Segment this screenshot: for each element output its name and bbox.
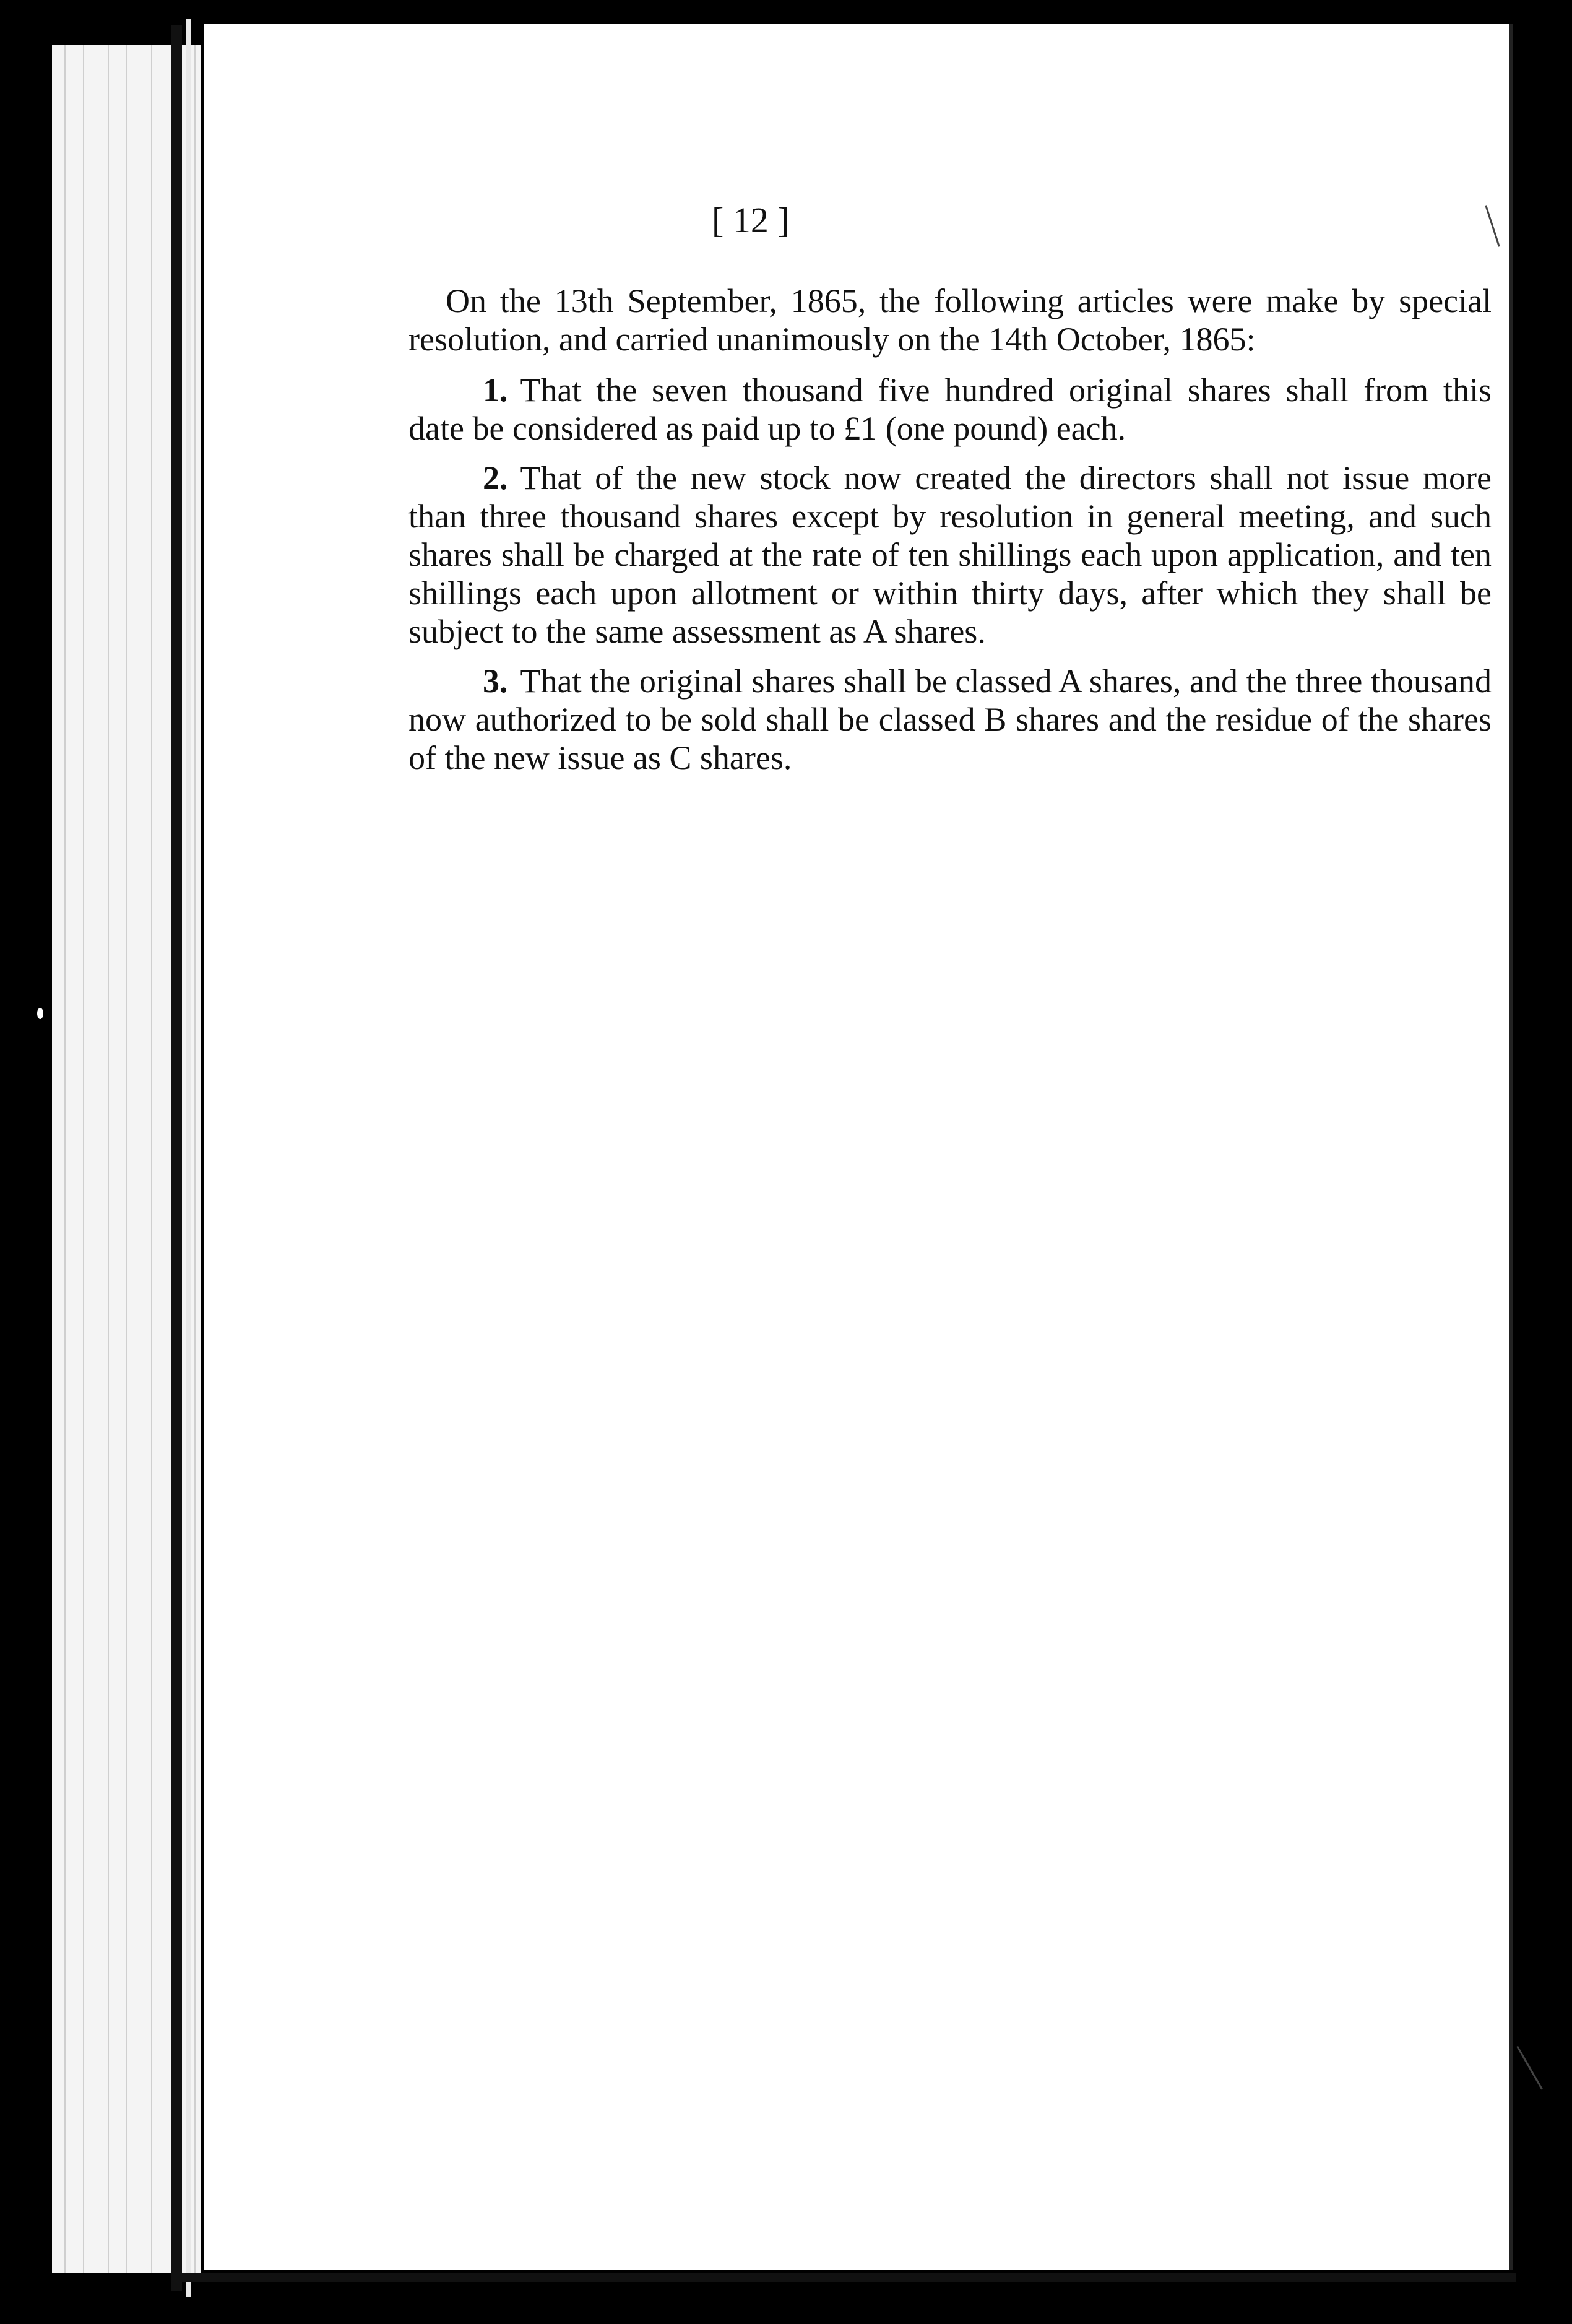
document-body xyxy=(0,282,1492,788)
page-bottom-edge xyxy=(179,2273,1516,2282)
article-number: 1. xyxy=(483,371,508,409)
article-number: 2. xyxy=(483,459,508,496)
page-right-edge xyxy=(1509,24,1513,2270)
scan-speck xyxy=(37,1008,43,1019)
article-text: That of the new stock now created the directors shall not issue more than three thousand shares except by resolution in general meeting, and such shares shall be charged at the rate of ten shillings each upon application, and ten shillings each upon allotment or within thirty days, after which they shall be subject to the same assessment as A shares. xyxy=(408,459,1492,650)
article-number: 3. xyxy=(483,662,508,700)
article-item-2 xyxy=(0,459,1492,651)
page-number-header: [ 12 ] xyxy=(712,200,790,240)
intro-paragraph: On the 13th September, 1865, the following articles were make by special resolution, and carried unanimously on the 14th October, 1865: xyxy=(408,282,1492,358)
article-text: That the seven thousand five hundred original shares shall from this date be considered as paid up to £1 (one pound) each. xyxy=(408,371,1492,447)
article-text: That the original shares shall be classed A shares, and the three thousand now authorized to be sold shall be classed B shares and the residue of the shares of the new issue as C shares. xyxy=(408,662,1492,776)
scan-scratch xyxy=(1516,2046,1543,2090)
article-item-3 xyxy=(0,662,1492,777)
article-item-1 xyxy=(0,371,1492,448)
